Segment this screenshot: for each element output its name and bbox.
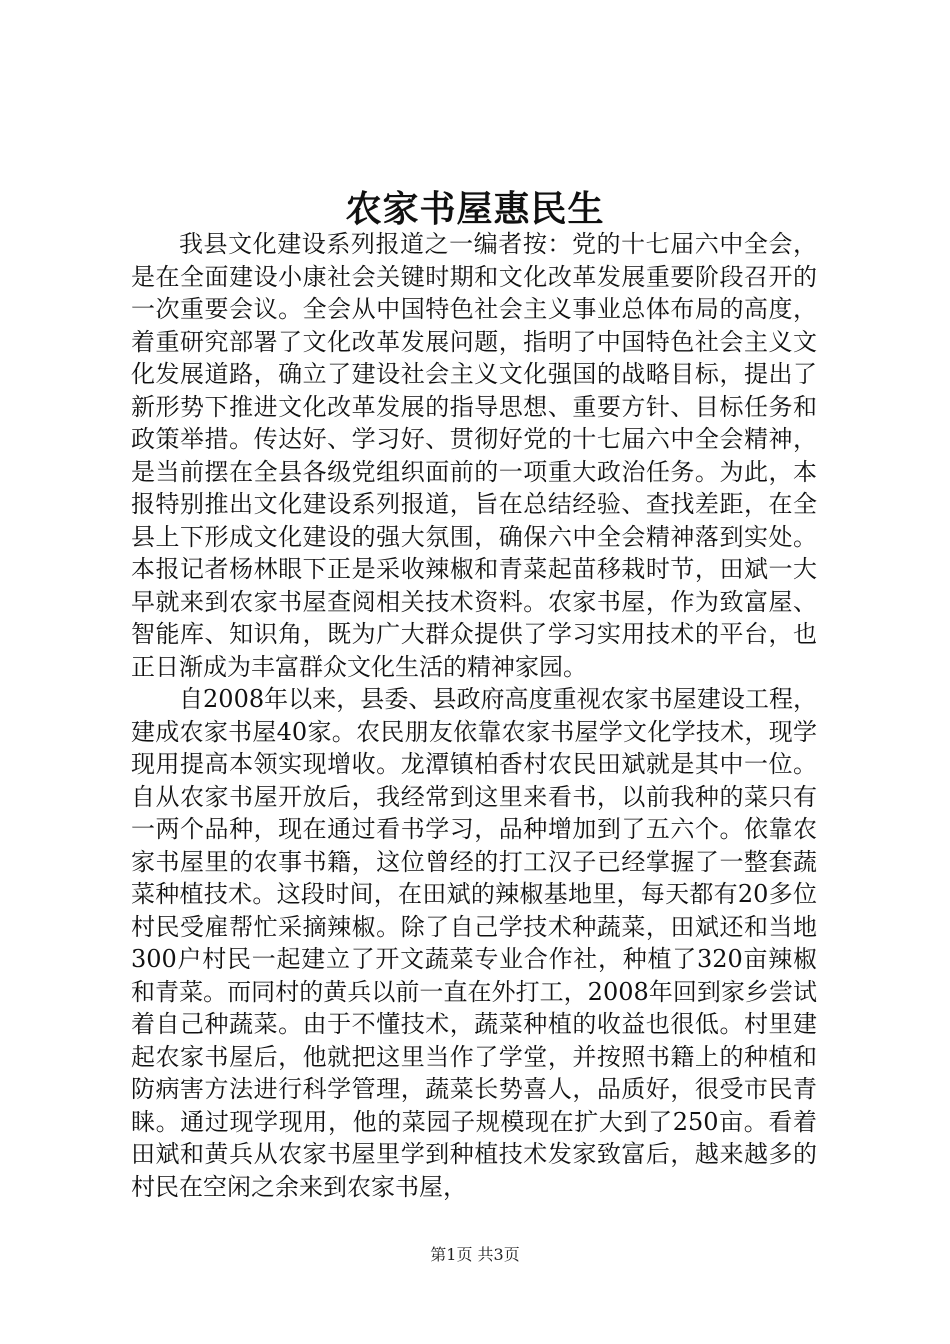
document-title: 农家书屋惠民生 xyxy=(345,188,605,230)
page-number-footer: 第1页 共3页 xyxy=(430,1245,520,1264)
article-body xyxy=(131,228,817,1203)
paragraph-intro: 我县文化建设系列报道之一编者按：党的十七届六中全会，是在全面建设小康社会关键时期和文化改革发展重要阶段召开的一次重要会议。全会从中国特色社会主义事业总体布局的高度，着重研究部署了文化改革发展问题，指明了中国特色社会主义文化发展道路，确立了建设社会主义文化强国的战略目标，提出了新形势下推进文化改革发展的指导思想、重要方针、目标任务和政策举措。传达好、学习好、贯彻好党的十七届六中全会精神，是当前摆在全县各级党组织面前的一项重大政治任务。为此，本报特别推出文化建设系列报道，旨在总结经验、查找差距，在全县上下形成文化建设的强大氛围，确保六中全会精神落到实处。本报记者杨林眼下正是采收辣椒和青菜起苗移栽时节，田斌一大早就来到农家书屋查阅相关技术资料。农家书屋，作为致富屋、智能库、知识角，既为广大群众提供了学习实用技术的平台，也正日渐成为丰富群众文化生活的精神家园。 xyxy=(131,230,817,681)
paragraph-main: 自2008年以来，县委、县政府高度重视农家书屋建设工程，建成农家书屋40家。农民朋友依靠农家书屋学文化学技术，现学现用提高本领实现增收。龙潭镇柏香村农民田斌就是其中一位。自从农家书屋开放后，我经常到这里来看书，以前我种的菜只有一两个品种，现在通过看书学习，品种增加到了五六个。依靠农家书屋里的农事书籍，这位曾经的打工汉子已经掌握了一整套蔬菜种植技术。这段时间，在田斌的辣椒基地里，每天都有20多位村民受雇帮忙采摘辣椒。除了自己学技术种蔬菜，田斌还和当地300户村民一起建立了开文蔬菜专业合作社，种植了320亩辣椒和青菜。而同村的黄兵以前一直在外打工，2008年回到家乡尝试着自己种蔬菜。由于不懂技术，蔬菜种植的收益也很低。村里建起农家书屋后，他就把这里当作了学堂，并按照书籍上的种植和防病害方法进行科学管理，蔬菜长势喜人，品质好，很受市民青睐。通过现学现用，他的菜园子规模现在扩大到了250亩。看着田斌和黄兵从农家书屋里学到种植技术发家致富后，越来越多的村民在空闲之余来到农家书屋， xyxy=(131,685,817,1201)
